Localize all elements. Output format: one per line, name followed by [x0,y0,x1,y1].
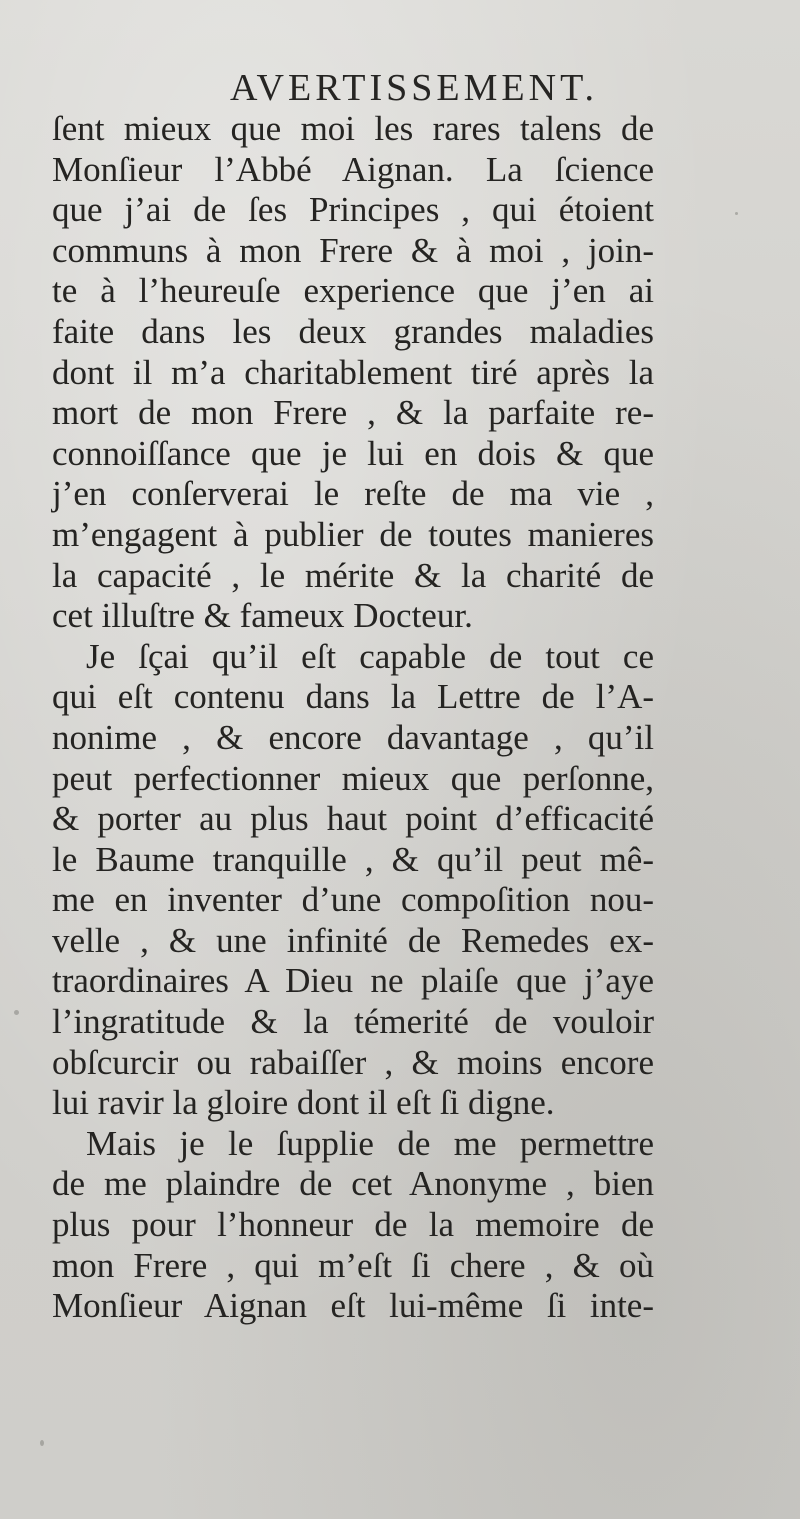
text-line: j’en conſerverai le reſte de ma vie , [52,474,654,514]
text-line: ſent mieux que moi les rares talens de [52,109,654,148]
text-line: velle , & une infinité de Remedes ex- [52,920,654,960]
text-line: traordinaires A Dieu ne plaiſe que j’aye [52,961,654,1001]
text-line: me en inventer d’une compoſition nou- [52,880,654,920]
text-line: de me plaindre de cet Anonyme , bien [52,1164,654,1204]
text-line: nonime , & encore davantage , qu’il [52,717,654,757]
text-line: Monſieur l’Abbé Aignan. La ſcience [52,149,654,189]
text-line: m’engagent à publier de toutes manieres [52,514,654,554]
text-line: lui ravir la gloire dont il eſt ſi digne. [52,1083,555,1123]
text-line: connoiſſance que je lui en dois & que [52,433,654,473]
text-line: mon Frere , qui m’eſt ſi chere , & où [52,1245,654,1285]
text-line: Mais je le ſupplie de me permettre [86,1123,654,1163]
text-line: dont il m’a charitablement tiré après la [52,352,654,392]
text-line: qui eſt contenu dans la Lettre de l’A- [52,677,654,717]
text-line: te à l’heureuſe experience que j’en ai [52,271,654,311]
text-line: Je ſçai qu’il eſt capable de tout ce [86,636,654,676]
text-line: mort de mon Frere , & la parfaite re- [52,393,654,433]
text-line: que j’ai de ſes Principes , qui étoient [52,190,654,230]
ink-speck [40,1440,44,1446]
text-line: communs à mon Frere & à moi , join- [52,230,654,270]
text-line: Monſieur Aignan eſt lui-même ſi inte- [52,1286,654,1326]
text-line: faite dans les deux grandes maladies [52,311,654,351]
ink-speck [735,212,738,215]
text-line: peut perfectionner mieux que perſonne, [52,758,654,798]
text-line: plus pour l’honneur de la memoire de [52,1205,654,1245]
ink-speck [14,1010,19,1015]
text-line: le Baume tranquille , & qu’il peut mê- [52,839,654,879]
body-text [52,109,654,1327]
text-line: obſcurcir ou rabaiſſer , & moins encore [52,1042,654,1082]
text-line: l’ingratitude & la témerité de vouloir [52,1002,654,1042]
text-line: la capacité , le mérite & la charité de [52,555,654,595]
text-line: cet illuſtre & fameux Docteur. [52,596,473,636]
running-head: AVERTISSEMENT. [230,67,598,109]
text-line: & porter au plus haut point d’efficacité [52,799,654,839]
